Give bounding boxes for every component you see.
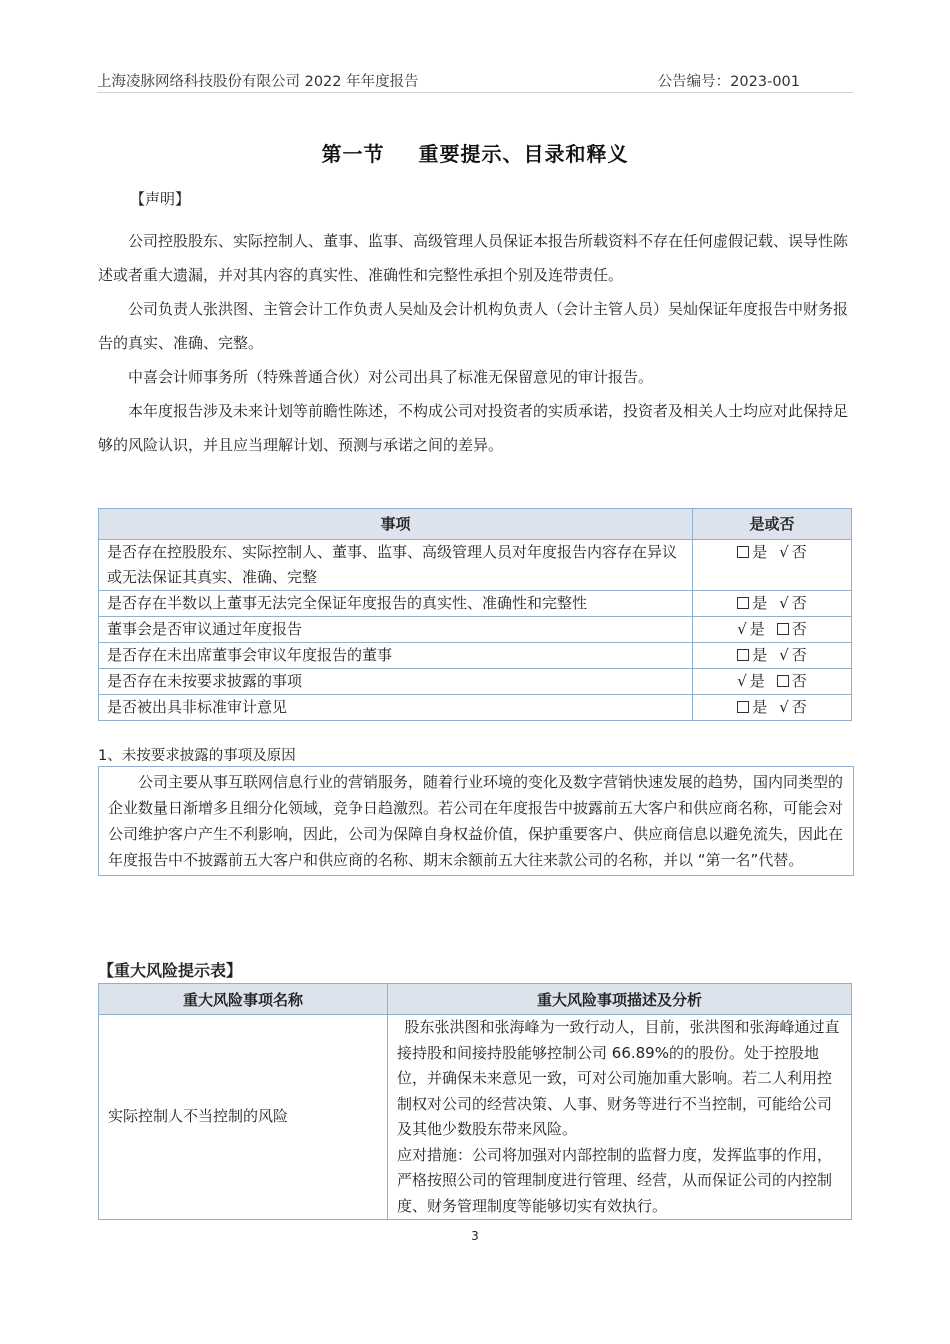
statement-paragraph: 公司控股股东、实际控制人、董事、监事、高级管理人员保证本报告所载资料不存在任何虚假记载、误导性陈述或者重大遗漏，并对其内容的真实性、准确性和完整性承担个别及连带责任。	[98, 232, 849, 284]
matter-answer	[693, 669, 852, 695]
checkmark-icon: √	[737, 620, 747, 638]
no-label: 否	[791, 646, 807, 664]
yes-label: 是	[752, 646, 768, 664]
matter-item: 是否被出具非标准审计意见	[99, 695, 693, 721]
risk-name: 实际控制人不当控制的风险	[99, 1015, 388, 1220]
table-row	[99, 669, 852, 695]
risk-table	[98, 983, 852, 1220]
section-number: 第一节	[321, 142, 385, 166]
yes-label: 是	[752, 698, 768, 716]
risk-header-name: 重大风险事项名称	[99, 984, 388, 1015]
checkbox-icon	[777, 623, 789, 635]
no-label: 否	[791, 543, 807, 561]
checkmark-icon: √	[779, 543, 789, 561]
checkmark-icon: √	[779, 594, 789, 612]
table-row	[99, 591, 852, 617]
matters-header-item: 事项	[99, 509, 693, 540]
no-label: 否	[791, 672, 807, 690]
matter-item: 董事会是否审议通过年度报告	[99, 617, 693, 643]
matter-item: 是否存在未出席董事会审议年度报告的董事	[99, 643, 693, 669]
section-name: 重要提示、目录和释义	[418, 142, 629, 166]
yes-label: 是	[752, 543, 768, 561]
page-header	[97, 70, 800, 91]
no-label: 否	[791, 620, 807, 638]
table-row	[99, 643, 852, 669]
table-row	[99, 540, 852, 591]
risk-desc	[388, 1015, 852, 1220]
matter-answer	[693, 695, 852, 721]
matters-header-answer: 是或否	[693, 509, 852, 540]
statement-paragraph: 中喜会计师事务所（特殊普通合伙）对公司出具了标准无保留意见的审计报告。	[128, 368, 654, 386]
table-row	[99, 1015, 852, 1220]
undisclosed-box	[98, 766, 854, 876]
checkbox-icon	[737, 546, 749, 558]
page-number: 3	[471, 1229, 479, 1243]
matter-answer	[693, 617, 852, 643]
undisclosed-text: 公司主要从事互联网信息行业的营销服务，随着行业环境的变化及数字营销快速发展的趋势，国内同类型的企业数量日渐增多且细分化领域，竞争日趋激烈。若公司在年度报告中披露前五大客户和供应商名称，可能会对公司维护客户产生不利影响，因此，公司为保障自身权益价值，保护重要客户、供应商信息以避免流失，因此在年度报告中不披露前五大客户和供应商的名称、期末余额前五大往来款公司的名称，并以 “第一名”代替。	[108, 773, 844, 869]
statement-paragraph: 公司负责人张洪图、主管会计工作负责人吴灿及会计机构负责人（会计主管人员）吴灿保证年度报告中财务报告的真实、准确、完整。	[98, 300, 849, 352]
risk-header-desc: 重大风险事项描述及分析	[388, 984, 852, 1015]
risk-desc-paragraph: 应对措施：公司将加强对内部控制的监督力度，发挥监事的作用，严格按照公司的管理制度进行管理、经营，从而保证公司的内控制度、财务管理制度等能够切实有效执行。	[397, 1145, 833, 1215]
checkmark-icon: √	[779, 698, 789, 716]
yes-label: 是	[749, 672, 765, 690]
checkmark-icon: √	[737, 672, 747, 690]
checkbox-icon	[737, 701, 749, 713]
risk-table-title: 【重大风险提示表】	[98, 961, 243, 980]
no-label: 否	[791, 594, 807, 612]
yes-label: 是	[752, 594, 768, 612]
table-row	[99, 617, 852, 643]
header-company-title: 上海凌脉网络科技股份有限公司 2022 年年度报告	[97, 74, 419, 90]
matter-answer	[693, 591, 852, 617]
undisclosed-title: 1、未按要求披露的事项及原因	[98, 748, 296, 764]
section-title	[0, 138, 950, 167]
risk-desc-paragraph: 股东张洪图和张海峰为一致行动人，目前，张洪图和张海峰通过直接持股和间接持股能够控制公司 66.89%的的股份。处于控股地位，并确保未来意见一致，可对公司施加重大影响。若二人利用控制权对公司的经营决策、人事、财务等进行不当控制，可能给公司及其他少数股东带来风险。	[397, 1018, 840, 1138]
matter-item: 是否存在未按要求披露的事项	[99, 669, 693, 695]
statement-paragraph: 本年度报告涉及未来计划等前瞻性陈述，不构成公司对投资者的实质承诺，投资者及相关人士均应对此保持足够的风险认识，并且应当理解计划、预测与承诺之间的差异。	[98, 402, 849, 454]
matter-answer	[693, 643, 852, 669]
matter-answer	[693, 540, 852, 591]
matter-item: 是否存在半数以上董事无法完全保证年度报告的真实性、准确性和完整性	[99, 591, 693, 617]
checkbox-icon	[737, 597, 749, 609]
checkmark-icon: √	[779, 646, 789, 664]
table-row	[99, 695, 852, 721]
checkbox-icon	[777, 675, 789, 687]
header-announcement-number: 公告编号：2023-001	[657, 74, 800, 90]
no-label: 否	[791, 698, 807, 716]
header-divider	[97, 92, 853, 93]
statement-body	[98, 224, 854, 462]
matters-table	[98, 508, 852, 721]
checkbox-icon	[737, 649, 749, 661]
statement-label: 【声明】	[130, 190, 191, 208]
yes-label: 是	[749, 620, 765, 638]
matter-item: 是否存在控股股东、实际控制人、董事、监事、高级管理人员对年度报告内容存在异议或无法保证其真实、准确、完整	[99, 540, 693, 591]
